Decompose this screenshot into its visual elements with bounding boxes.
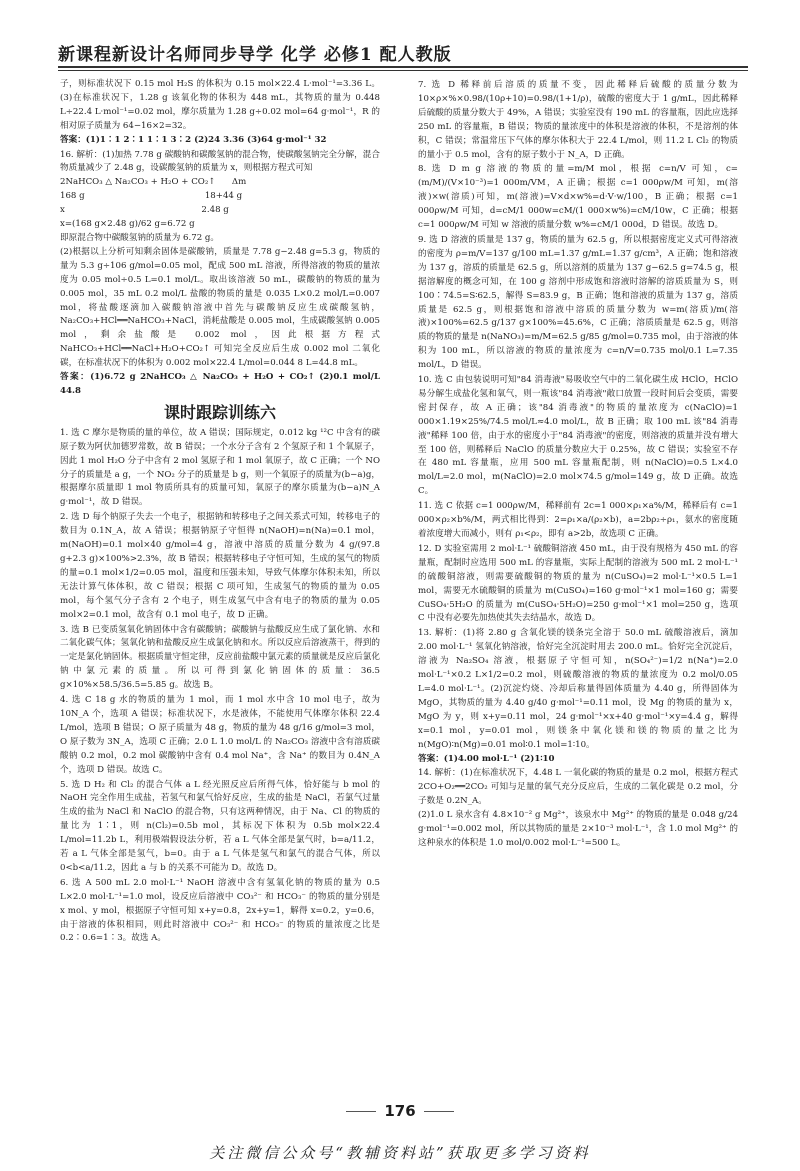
answer: 答案：(1)6.72 g 2NaHCO₃ △ Na₂CO₃ + H₂O + CO₂↑ (2)0.1 mol/L 44.8 xyxy=(60,372,380,396)
paragraph: (2)根据以上分析可知剩余固体是碳酸钠，质量是 7.78 g−2.48 g=5.3 g，物质的量为 5.3 g÷106 g/mol=0.05 mol，配成 500 mL 溶液，所得溶液的物质的量浓度为 0.05 mol÷0.5 L=0.1 mol/L。取出该溶液 50 mL，碳酸钠的物质的量为 0.005 mol，35 mL 0.2 mol/L 盐酸的物质的量是 0.035 L×0.2 mol/L=0.007 mol，将盐酸逐滴加入碳酸钠溶液中首先与碳酸钠反应生成碳酸氢钠，Na₂CO₃+HCl══NaHCO₃+NaCl，消耗盐酸是 0.005 mol，生成碳酸氢钠 0.005 mol，剩余盐酸是 0.002 mol，因此根据方程式 NaHCO₃+HCl══NaCl+H₂O+CO₂↑ 可知完全反应后生成 0.002 mol 二氧化碳，在标准状况下的体积为 0.002 mol×22.4 L/mol=0.044 8 L=44.8 mL。 xyxy=(60,246,380,369)
paragraph: 子，则标准状况下 0.15 mol H₂S 的体积为 0.15 mol×22.4 L·mol⁻¹=3.36 L。(3)在标准状况下，1.28 g 该氧化物的体积为 448 mL，其物质的量为 0.448 L÷22.4 L·mol⁻¹=0.02 mol，摩尔质量为 1.28 g÷0.02 mol=64 g·mol⁻¹，R 的相对原子质量为 64−16×2=32。 xyxy=(60,79,380,131)
paragraph: (2)1.0 L 泉水含有 4.8×10⁻² g Mg²⁺，该泉水中 Mg²⁺ 的物质的量是 0.048 g/24 g·mol⁻¹=0.002 mol，所以其物质的量是 2×10⁻³ mol·L⁻¹，含 1.0 mol Mg²⁺ 的这种泉水的体积是 1.0 mol/0.002 mol·L⁻¹=500 L。 xyxy=(418,810,738,848)
exercise-item: 10. 选 C 由包装说明可知"84 消毒液"易吸收空气中的二氧化碳生成 HClO，HClO 易分解生成盐化氢和氧气，则一瓶该"84 消毒液"敞口放置一段时间后会变质，需要密封保存，故 A 正确；该"84 消毒液"的物质的量浓度为 c(NaClO)=1 000×1.19×25%/74.5 mol/L≈4.0 mol/L，故 B 正确；取 100 mL 该"84 消毒液"稀释 100 倍，由于水的密度小于"84 消毒液"的密度，则溶液的质量并没有增大至 100 倍，则稀释后 NaClO 的质量分数应大于 0.25%，故 C 错误；实验室不存在 480 mL 容量瓶，应用 500 mL 容量瓶配制，则 n(NaClO)=0.5 L×4.0 mol/L=2.0 mol，m(NaClO)=2.0 mol×74.5 g/mol=149 g，故 D 正确。故选 C。 xyxy=(418,375,738,497)
exercise-item: 4. 选 C 18 g 水的物质的量为 1 mol，而 1 mol 水中含 10 mol 电子，故为 10N_A 个，选项 A 错误；标准状况下，水是液体，不能使用气体摩尔体积 22.4 L/mol，选项 B 错误；O 原子质量为 48 g，物质的量为 48 g/16 g/mol=3 mol，O 原子数为 3N_A，选项 C 正确；2.0 L 1.0 mol/L 的 Na₂CO₃ 溶液中含有溶质碳酸钠 0.2 mol，0.2 mol 碳酸钠中含有 0.4 mol Na⁺，含 Na⁺ 的数目为 0.4N_A 个，选项 D 错误。故选 C。 xyxy=(60,695,380,775)
exercise-item: 14. 解析：(1)在标准状况下，4.48 L 一氧化碳的物质的量是 0.2 mol，根据方程式 2CO+O₂══2CO₂ 可知与足量的氧气充分反应后，生成的二氧化碳是 0.2 mol，分子数是 0.2N_A。 xyxy=(418,768,738,807)
exercise-item: 3. 选 B 已变质氢氧化钠固体中含有碳酸钠；碳酸钠与盐酸反应生成了氯化钠、水和二氧化碳气体；氢氧化钠和盐酸反应生成氯化钠和水。所以反应后溶液蒸干，得到的一定是氯化钠固体。根据质量守恒定律，反应前盐酸中氯元素的质量就是反应后氯化钠中氯元素的质量。所以可得到氯化钠固体的质量：36.5 g×10%×58.5/36.5=5.85 g。故选 B。 xyxy=(60,624,380,691)
exercise-item: 1. 选 C 摩尔是物质的量的单位，故 A 错误；国际规定，0.012 kg ¹²C 中含有的碳原子数为阿伏加德罗常数，故 B 错误；一个水分子含有 2 个氢原子和 1 个氧原子，因此 1 mol H₂O 分子中含有 2 mol 氢原子和 1 mol 氧原子，故 C 正确；一个 NO 分子的质量是 a g，一个 NO₂ 分子的质量是 b g，则一个氧原子的质量为(b−a)g，根据摩尔质量即 1 mol 物质所具有的质量可知，氧原子的摩尔质量为(b−a)N_A g·mol⁻¹，故 D 错误。 xyxy=(60,427,380,508)
paragraph: 即原混合物中碳酸氢钠的质量为 6.72 g。 xyxy=(60,232,220,243)
exercise-item: 5. 选 D H₂ 和 Cl₂ 的混合气体 a L 经光照反应后所得气体，恰好能与 b mol 的 NaOH 完全作用生成盐，若氢气和氯气恰好反应，生成的盐是 NaCl，若氯气过量生成的盐为 NaCl 和 NaClO 的混合物，只有这两种情况，由于 Na、Cl 的物质的量比为 1∶1，则 n(Cl₂)=0.5b mol，其标况下体积为 0.5b mol×22.4 L/mol=11.2b L，利用极端假设法分析，若 a L 气体全部是氯气时，b=a/11.2，若 a L 气体全部是氢气，b=0。由于 a L 气体是氢气和氯气的混合气体，所以 0<b<a/11.2，因此 a 与 b 的关系不可能为 D。故选 D。 xyxy=(60,779,380,873)
footer-note: 关注微信公众号“教辅资料站”获取更多学习资料 xyxy=(209,1144,591,1162)
exercise-item: 7. 选 D 稀释前后溶质的质量不变，因此稀释后硫酸的质量分数为 10×ρ×%×0.98/(10ρ+10)=0.98/(1+1/ρ)，硫酸的密度大于 1 g/mL，因此稀释后硫酸的质量分数大于 49%，A 错误；实验室没有 190 mL 的容量瓶，因此应选择 250 mL 的容量瓶，B 错误；物质的量浓度中的体积是溶液的体积，不是溶剂的体积，C 错误；常温常压下气体的摩尔体积大于 22.4 L/mol，则 11.2 L Cl₂ 的物质的量小于 0.5 mol，含有的原子数小于 N_A，D 正确。 xyxy=(418,80,738,160)
left-column xyxy=(60,78,380,1118)
exercise-item: 9. 选 D 溶液的质量是 137 g，物质的量为 62.5 g，所以根据密度定义式可得溶液的密度为 ρ=m/V=137 g/100 mL=1.37 g/mL=1.37 g/cm³，A 正确；饱和溶液为 137 g，溶质的质量是 62.5 g，所以溶剂的质量为 137 g−62.5 g=74.5 g，根据溶解度的概念可知，在 100 g 溶剂中形成饱和溶液时溶解的溶质质量为 S，则 100∶74.5=S∶62.5，解得 S=83.9 g，B 正确；饱和溶液的质量为 137 g，溶质质量是 62.5 g，则根据饱和溶液中溶质的质量分数为 w=m(溶质)/m(溶液)×100%=62.5 g/137 g×100%=45.6%，C 正确；溶质质量是 62.5 g，则溶质的物质的量是 n(NaNO₃)=m/M=62.5 g/85 g/mol=0.735 mol，由于溶液的体积为 100 mL，所以溶液的物质的量浓度为 c=n/V=0.735 mol/0.1 L=7.35 mol/L，D 错误。 xyxy=(418,234,738,371)
section-title: 课时跟踪训练六 xyxy=(163,402,276,422)
exercise-item: 12. D 实验室需用 2 mol·L⁻¹ 硫酸铜溶液 450 mL，由于没有规格为 450 mL 的容量瓶，配制时应选用 500 mL 的容量瓶，实际上配制的溶液为 500 mL 2 mol·L⁻¹ 的硫酸铜溶液，则需要硫酸铜的物质的量为 n(CuSO₄)=2 mol·L⁻¹×0.5 L=1 mol，需要无水硫酸铜的质量为 m(CuSO₄)=160 g·mol⁻¹×1 mol=160 g；需要 CuSO₄·5H₂O 的质量为 m(CuSO₄·5H₂O)=250 g·mol⁻¹×1 mol=250 g，选项 C 中没有必要先加热使其失去结晶水，故选 D。 xyxy=(418,543,738,624)
page-number-value: 176 xyxy=(384,1102,416,1120)
page-number xyxy=(0,1102,800,1120)
answer: 答案：(1)1∶1 2∶1 1∶1 3∶2 (2)24 3.36 (3)64 g·mol⁻¹ 32 xyxy=(60,134,327,145)
equation-line: 168 g 18+44 g xyxy=(60,191,243,202)
exercise-item: 11. 选 C 依据 c=1 000ρw/M，稀释前有 2c=1 000×ρ₁×a%/M，稀释后有 c=1 000×ρ₂×b%/M，两式相比得到：2=ρ₁×a/(ρ₂×b)，a=2bρ₂÷ρ₁，氨水的密度随着浓度增大而减小，则有 ρ₁<ρ₂，即有 a>2b，故选项 C 正确。 xyxy=(418,501,738,539)
header-rule xyxy=(58,66,748,68)
page-number-dash-left xyxy=(346,1111,376,1112)
exercise-item: 2. 选 D 每个钠原子失去一个电子，根据钠和转移电子之间关系式可知，转移电子的数目为 0.1N_A，故 A 错误；根据钠原子守恒得 n(NaOH)=n(Na)=0.1 mol，m(NaOH)=0.1 mol×40 g/mol=4 g，溶液中溶质的质量分数为 4 g/(97.8 g+2.3 g)×100%>2.3%，故 B 错误；根据转移电子守恒可知，生成的氢气的物质的量=0.1 mol×1/2=0.05 mol，温度和压强未知，导致气体摩尔体积未知，所以无法计算气体体积，故 C 错误；根据 C 项可知，生成氢气的物质的量为 0.05 mol，每个氢气分子含有 2 个电子，则生成氢气中含有电子的物质的量为 0.05 mol×2=0.1 mol，故含有 0.1 mol 电子，故 D 正确。 xyxy=(60,512,380,620)
page-number-dash-right xyxy=(424,1111,454,1112)
right-column xyxy=(418,78,738,1118)
exercise-item: 8. 选 D m g 溶液的物质的量=m/M mol，根据 c=n/V 可知，c=(m/M)/(V×10⁻³)=1 000m/VM，A 正确；根据 c=1 000ρw/M 可知，m(溶液)×w(溶质)可知，m(溶液)=V×d×w%=d·V·w/100，B 正确；根据 c=1 000ρw/M 可知，d=cM/1 000w=cM/(1 000×w%)=cM/10w，C 正确；根据 c=1 000ρw/M 可知 w 溶液的质量分数 w%=cM/1 000d，D 错误。故选 D。 xyxy=(418,164,738,231)
equation-line: x=(168 g×2.48 g)/62 g=6.72 g xyxy=(60,219,195,230)
answer: 答案：(1)4.00 mol·L⁻¹ (2)1∶10 xyxy=(418,753,555,764)
header-title: 新课程新设计名师同步导学 化学 必修1 配人教版 xyxy=(58,45,452,65)
exercise-item: 13. 解析：(1)将 2.80 g 含氧化镁的镁条完全溶于 50.0 mL 硫酸溶液后，滴加 2.00 mol·L⁻¹ 氢氧化钠溶液，恰好完全沉淀时用去 200.0 mL。恰好完全沉淀后，溶液为 Na₂SO₄ 溶液，根据原子守恒可知，n(SO₄²⁻)=1/2 n(Na⁺)=2.0 mol·L⁻¹×0.2 L×1/2=0.2 mol，则硫酸溶液的物质的量浓度为 0.2 mol/0.05 L=4.0 mol·L⁻¹。(2)沉淀灼烧、冷却后称量得固体质量为 4.40 g，所得固体为 MgO，其物质的量为 4.40 g/40 g·mol⁻¹=0.11 mol，设 Mg 的物质的量为 x，MgO 为 y，则 x+y=0.11 mol，24 g·mol⁻¹×x+40 g·mol⁻¹×y=4.4 g，解得 x=0.1 mol，y=0.01 mol，则镁条中氧化镁和镁的物质的量之比为 n(MgO)∶n(Mg)=0.01 mol∶0.1 mol=1∶10。 xyxy=(418,628,738,750)
page-header xyxy=(58,40,748,65)
equation-line: x 2.48 g xyxy=(60,205,229,216)
exercise-item: 6. 选 A 500 mL 2.0 mol·L⁻¹ NaOH 溶液中含有氢氧化钠的物质的量为 0.5 L×2.0 mol·L⁻¹=1.0 mol，设反应后溶液中 CO₃²⁻ 和 HCO₃⁻ 的物质的量分别是 x mol、y mol，根据原子守恒可知 x+y=0.8，2x+y=1，解得 x=0.2，y=0.6，由于溶液的体积相同，则此时溶液中 CO₃²⁻ 和 HCO₃⁻ 的物质的量浓度之比是 0.2∶0.6=1∶3。故选 A。 xyxy=(60,877,380,944)
equation-line: 2NaHCO₃ △ Na₂CO₃ + H₂O + CO₂↑ Δm xyxy=(60,177,247,188)
header-rule-thin xyxy=(58,70,748,71)
question-16: 16. 解析：(1)加热 7.78 g 碳酸钠和碳酸氢钠的混合物，使碳酸氢钠完全分解，混合物质量减少了 2.48 g，设碳酸氢钠的质量为 x，则根据方程式可知 xyxy=(60,149,380,174)
